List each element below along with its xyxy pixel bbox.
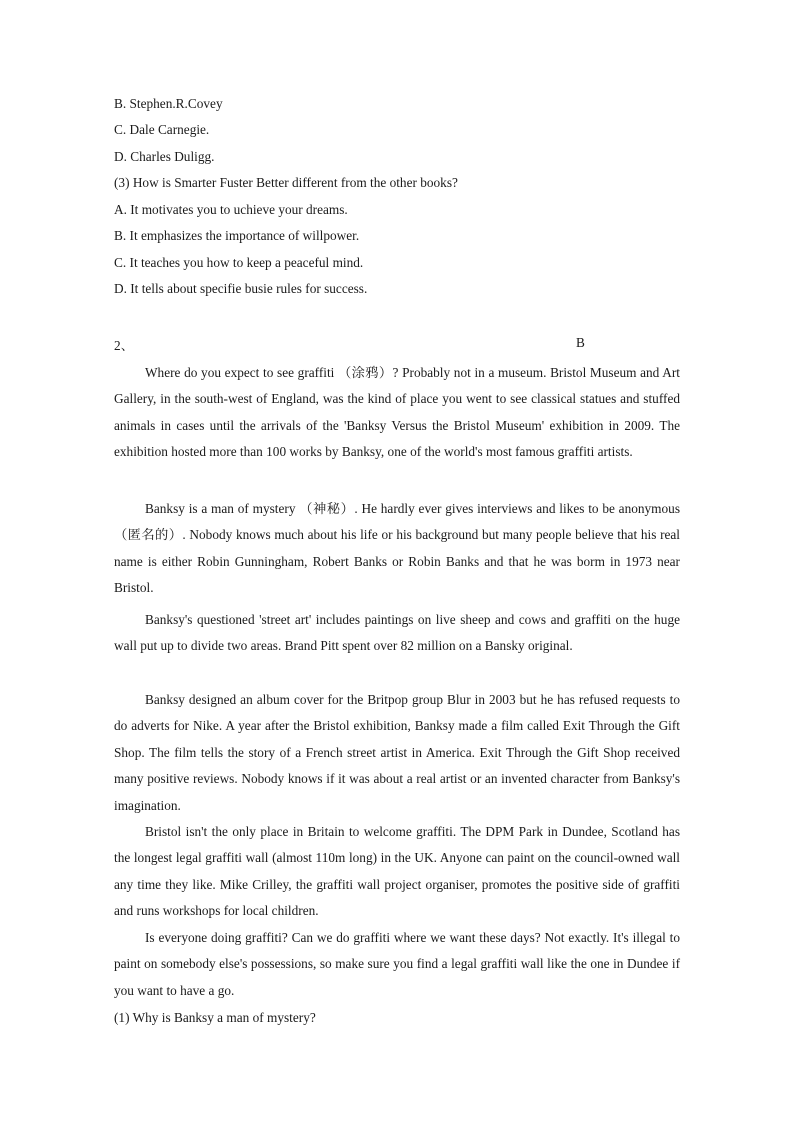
- passage-paragraph-6: Is everyone doing graffiti? Can we do graffiti where we want these days? Not exactly. It's illegal to paint on somebody else's possessions, so make sure you find a legal graffiti wall like the one in Dundee if you want to have a go.: [114, 930, 680, 998]
- q3-option-d: D. It tells about specifie busie rules for success.: [114, 281, 368, 296]
- option-d-prev: D. Charles Duligg.: [114, 149, 215, 164]
- section-letter: B: [576, 335, 585, 350]
- option-b-prev: B. Stephen.R.Covey: [114, 96, 223, 111]
- passage-paragraph-2: Banksy is a man of mystery （神秘）. He hardly ever gives interviews and likes to be anonymous （匿名的）. Nobody knows much about his life or his background but many people believe that his real name is either Robin Gunningham, Robert Banks or Robin Banks and that he was borm in 1973 near Bristol.: [114, 501, 680, 596]
- passage-paragraph-1: Where do you expect to see graffiti （涂鸦）? Probably not in a museum. Bristol Museum and Art Gallery, in the south-west of England, was the kind of place you went to see classical statues and stuffed animals in cases until the arrivals of the 'Banksy Versus the Bristol Museum' exhibition in 2009. The exhibition hosted more than 100 works by Banksy, one of the world's most famous graffiti artists.: [114, 365, 680, 460]
- passage-paragraph-5: Bristol isn't the only place in Britain to welcome graffiti. The DPM Park in Dundee, Scotland has the longest legal graffiti wall (almost 110m long) in the UK. Anyone can paint on the council-owned wall any time they like. Mike Crilley, the graffiti wall project organiser, promotes the positive side of graffiti and runs workshops for local children.: [114, 824, 680, 919]
- q3-option-a: A. It motivates you to uchieve your dreams.: [114, 202, 348, 217]
- section-number: 2、: [114, 338, 134, 353]
- passage-paragraph-3: Banksy's questioned 'street art' includes paintings on live sheep and cows and graffiti on the huge wall put up to divide two areas. Brand Pitt spent over 82 million on a Bansky original.: [114, 612, 680, 654]
- passage-paragraph-4: Banksy designed an album cover for the Britpop group Blur in 2003 but he has refused requests to do adverts for Nike. A year after the Bristol exhibition, Banksy made a film called Exit Through the Gift Shop. The film tells the story of a French street artist in America. Exit Through the Gift Shop received many positive reviews. Nobody knows if it was about a real artist or an invented character from Banksy's imagination.: [114, 692, 680, 813]
- q3-option-c: C. It teaches you how to keep a peaceful mind.: [114, 255, 364, 270]
- option-c-prev: C. Dale Carnegie.: [114, 122, 210, 137]
- question-3: (3) How is Smarter Fuster Better different from the other books?: [114, 175, 458, 190]
- q3-option-b: B. It emphasizes the importance of willpower.: [114, 228, 360, 243]
- question-1: (1) Why is Banksy a man of mystery?: [114, 1010, 316, 1025]
